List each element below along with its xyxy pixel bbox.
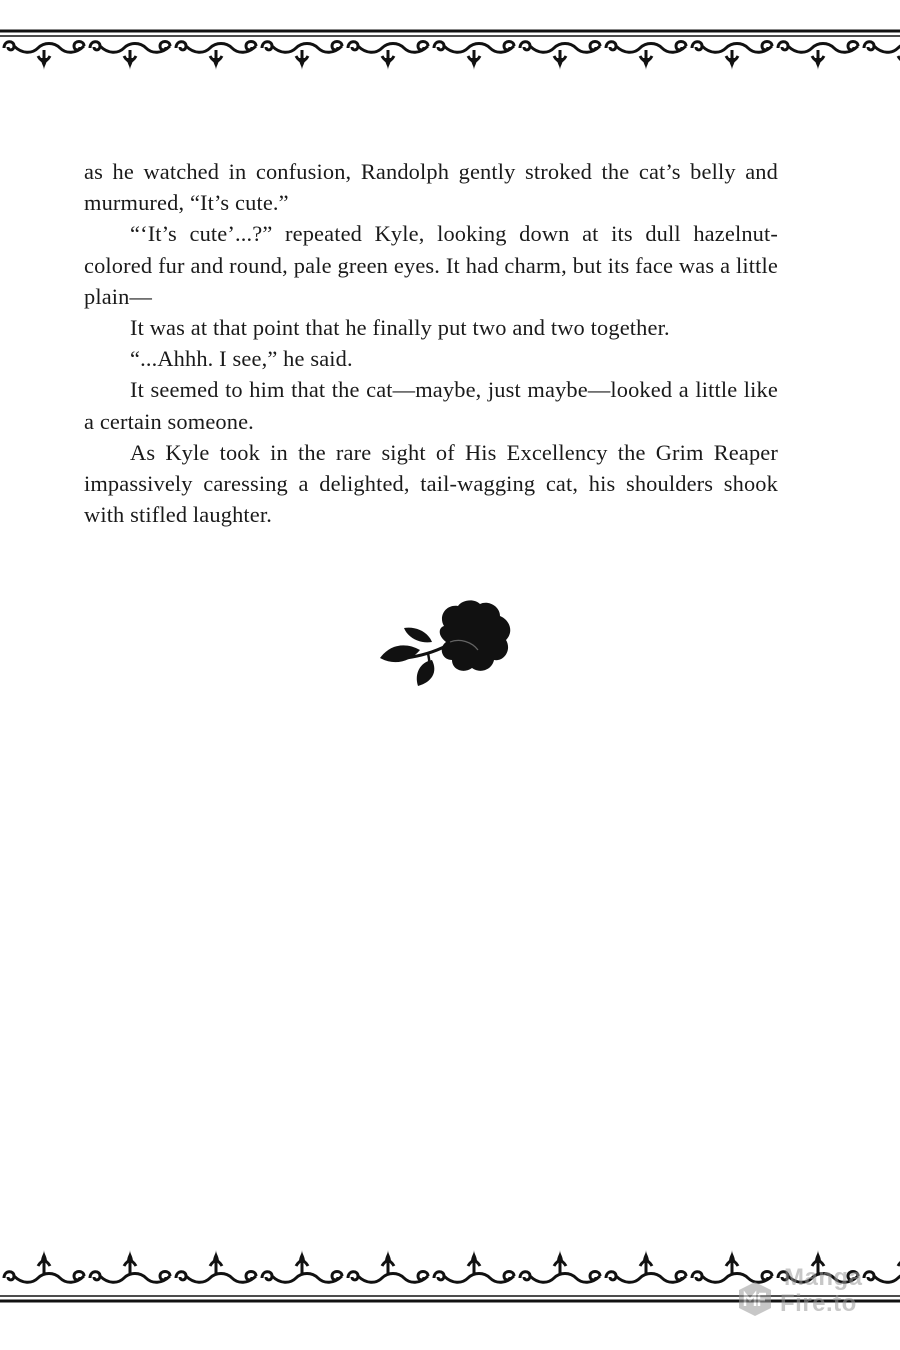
- scroll-ornament: [434, 1250, 514, 1282]
- scroll-ornament: [778, 42, 858, 71]
- scroll-ornament: [176, 1250, 256, 1282]
- page-body-text: [84, 156, 778, 530]
- scroll-ornament: [90, 42, 170, 71]
- scroll-ornament: [520, 1250, 600, 1282]
- scroll-ornament: [176, 42, 256, 71]
- paragraph: “...Ahhh. I see,” he said.: [130, 346, 353, 372]
- watermark-line-1: Manga: [784, 1264, 863, 1291]
- paragraph: As Kyle took in the rare sight of His Excellency the Grim Reaper impassively caressing a delighted, tail-wagging cat, his shoulders shook with stifled laughter.: [84, 439, 778, 528]
- rose-icon: [376, 598, 522, 690]
- paragraph: “‘It’s cute’...?” repeated Kyle, looking down at its dull hazelnut-colored fur and round, pale green eyes. It had charm, but its face was a little plain—: [84, 221, 778, 309]
- watermark-line-2: Fire.to: [780, 1290, 857, 1317]
- top-ornamental-border: [0, 26, 900, 96]
- watermark: [736, 1266, 886, 1322]
- scroll-ornament: [348, 42, 428, 71]
- scroll-ornament: [692, 42, 772, 71]
- scroll-ornament: [4, 1250, 84, 1282]
- scroll-ornament: [520, 42, 600, 71]
- scroll-ornament: [4, 42, 84, 71]
- scroll-ornament: [348, 1250, 428, 1282]
- paragraph: It was at that point that he finally put two and two together.: [130, 315, 670, 341]
- paragraph: as he watched in confusion, Randolph gently stroked the cat’s belly and murmured, “It’s cute.”: [84, 159, 778, 216]
- scroll-ornament: [90, 1250, 170, 1282]
- scroll-ornament: [606, 1250, 686, 1282]
- mf-logo-icon: [736, 1280, 774, 1318]
- paragraph: It seemed to him that the cat—maybe, just maybe—looked a little like a certain someone.: [84, 377, 778, 434]
- scroll-ornament: [262, 1250, 342, 1282]
- scroll-ornament: [434, 42, 514, 71]
- scroll-ornament: [262, 42, 342, 71]
- scroll-ornament: [864, 42, 900, 71]
- scroll-ornament: [606, 42, 686, 71]
